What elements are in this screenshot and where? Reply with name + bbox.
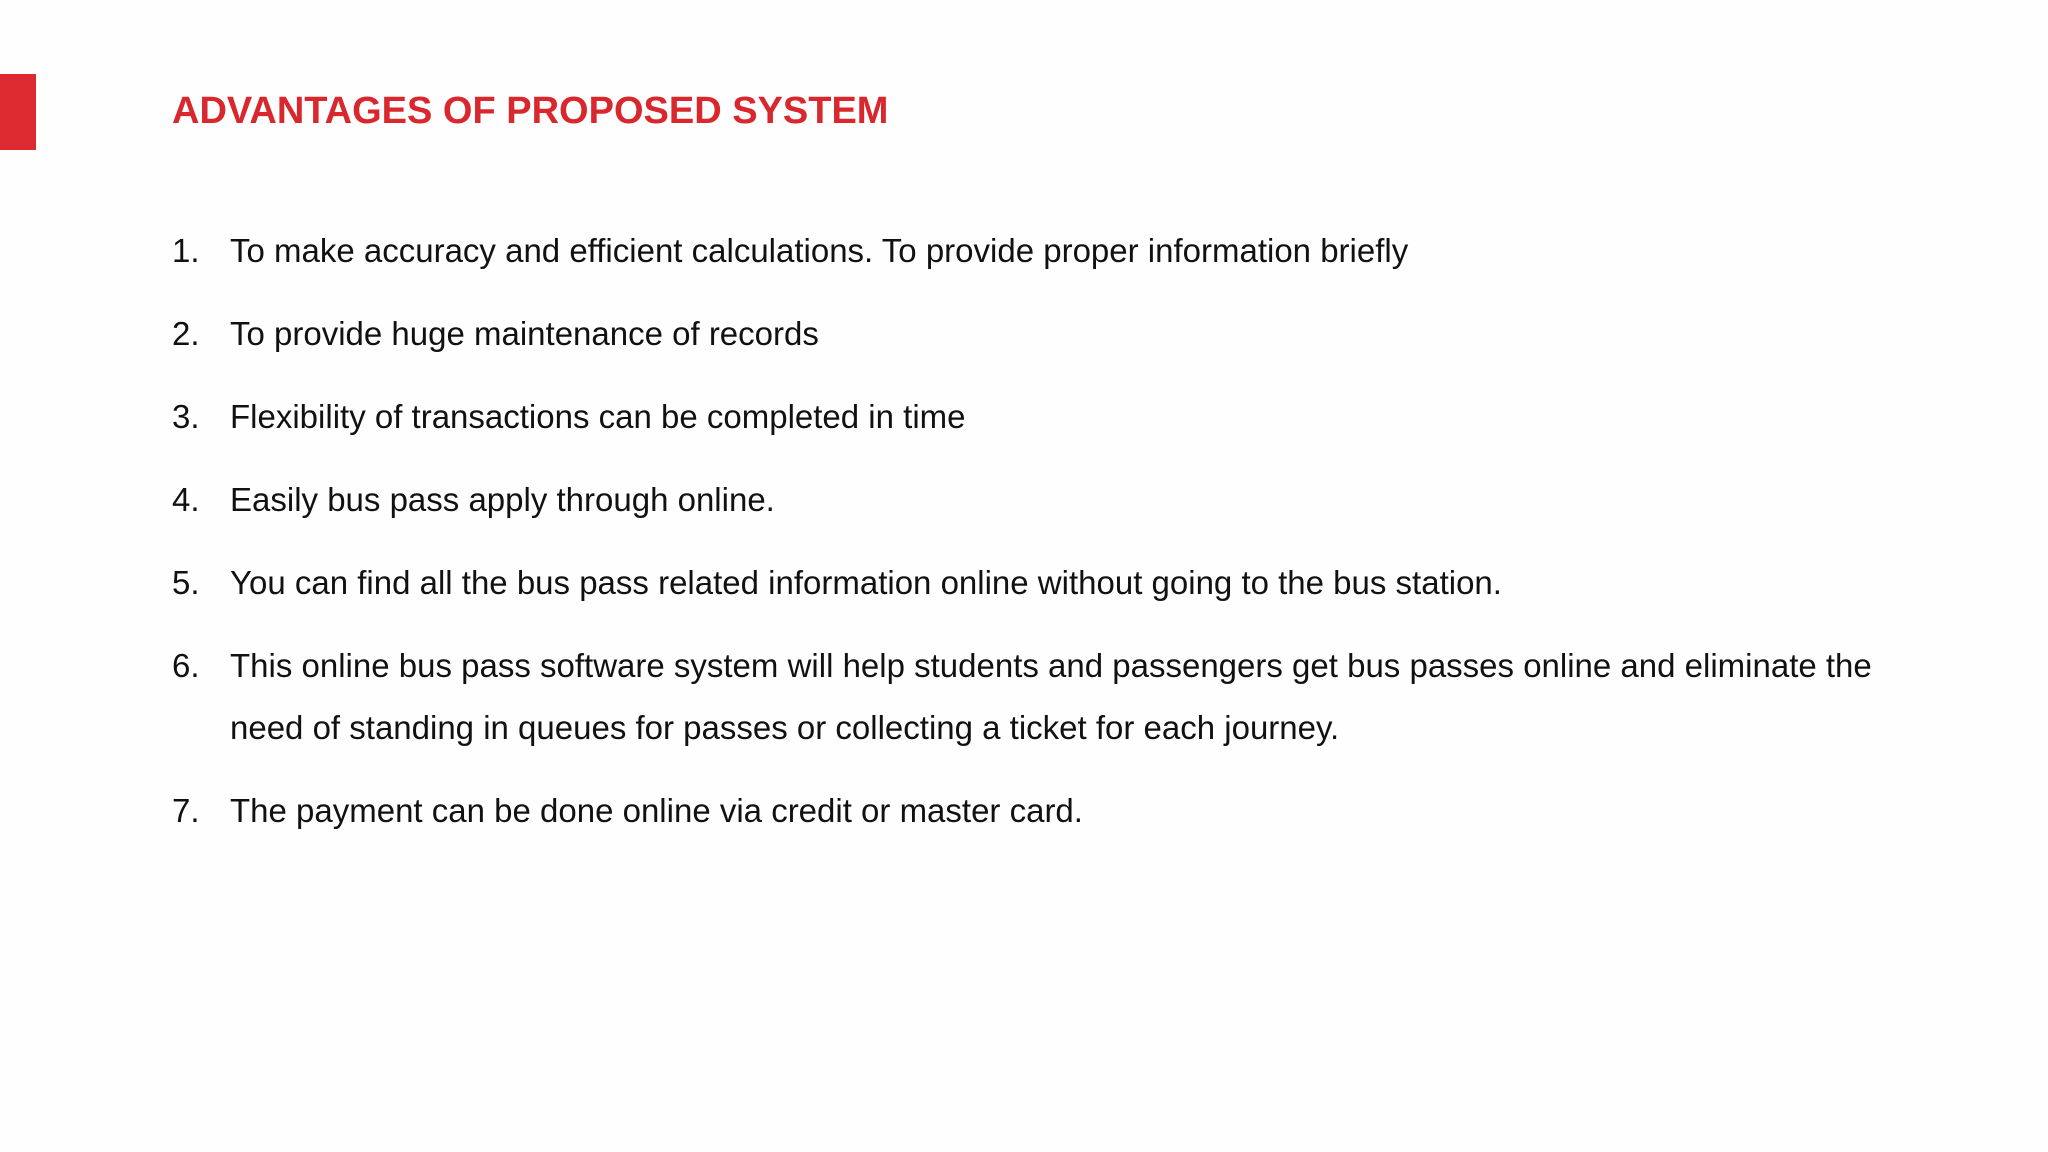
list-item — [172, 303, 1912, 365]
list-item-number: 2. — [172, 315, 200, 352]
advantages-list — [172, 220, 1912, 863]
list-item — [172, 386, 1912, 448]
list-item — [172, 780, 1912, 842]
list-item-number: 7. — [172, 792, 200, 829]
list-item-text: You can find all the bus pass related information online without going to the bus station. — [230, 564, 1502, 601]
list-item-text: Flexibility of transactions can be completed in time — [230, 398, 966, 435]
list-item — [172, 552, 1912, 614]
list-item — [172, 469, 1912, 531]
list-item-number: 3. — [172, 398, 200, 435]
list-item — [172, 220, 1912, 282]
list-item — [172, 635, 1912, 759]
list-item-text: Easily bus pass apply through online. — [230, 481, 775, 518]
list-item-text: To provide huge maintenance of records — [230, 315, 819, 352]
list-item-number: 5. — [172, 564, 200, 601]
list-item-text: To make accuracy and efficient calculations. To provide proper information briefly — [230, 232, 1409, 269]
list-item-number: 6. — [172, 647, 200, 684]
list-item-text: This online bus pass software system will help students and passengers get bus passes online and eliminate the need of standing in queues for passes or collecting a ticket for each journey. — [230, 647, 1872, 746]
title-accent-bar — [0, 74, 36, 150]
list-item-number: 4. — [172, 481, 200, 518]
list-item-number: 1. — [172, 232, 200, 269]
list-item-text: The payment can be done online via credit or master card. — [230, 792, 1083, 829]
slide-title: ADVANTAGES OF PROPOSED SYSTEM — [172, 90, 889, 132]
